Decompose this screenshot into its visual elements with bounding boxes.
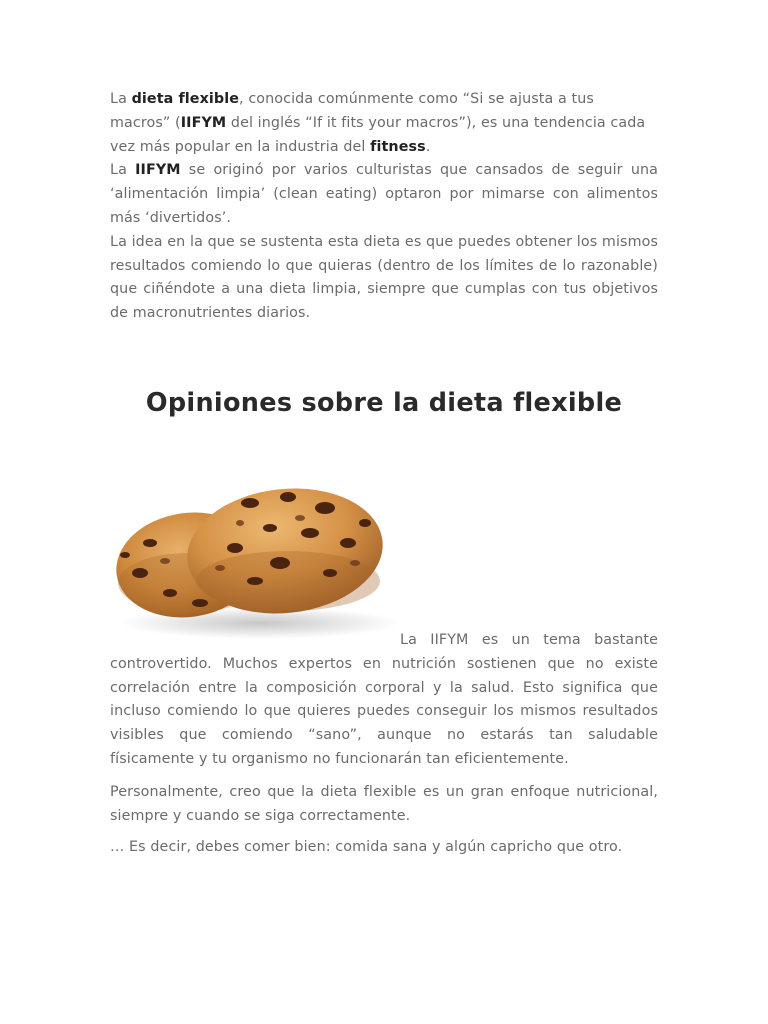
lower-text	[110, 629, 658, 860]
bold-term-iifym: IIFYM	[135, 162, 181, 179]
bold-term-dieta-flexible: dieta flexible	[131, 91, 240, 107]
text-span: , conocida comúnmente como “Si se ajusta a tus macros” (	[110, 91, 594, 131]
text-span: .	[425, 138, 431, 155]
text-span: La	[110, 91, 132, 107]
cookies-illustration	[110, 473, 400, 643]
section-heading: Opiniones sobre la dieta flexible	[145, 388, 623, 418]
cookies-image	[110, 473, 400, 643]
body-paragraph-1: La IIFYM es un tema bastante controvertido. Muchos expertos en nutrición sostienen que no existe correlación entre la composición corporal y la salud. Esto significa que incluso comiendo lo que quieres puedes conseguir los mismos resultados visibles que comiendo “sano”, aunque no estarás tan saludable físicamente y tu organismo no funcionarán tan eficientemente.	[110, 632, 658, 767]
intro-paragraph-1	[110, 88, 658, 159]
body-paragraph-2: Personalmente, creo que la dieta flexible es un gran enfoque nutricional, siempre y cuando se siga correctamente.	[110, 783, 658, 824]
bold-term-fitness: fitness	[370, 138, 426, 155]
document-page	[110, 88, 659, 856]
text-span: del inglés “If it fits your macros”), es una tendencia cada vez más popular en la industria del	[110, 114, 646, 155]
bold-term-iifym: IIFYM	[180, 114, 227, 131]
text-span: se originó por varios culturistas que cansados de seguir una ‘alimentación limpia’ (clean eating) optaron por mimarse con alimentos más ‘divertidos’.	[110, 162, 659, 226]
intro-paragraph-3: La idea en la que se sustenta esta dieta es que puedes obtener los mismos resultados comiendo lo que quieras (dentro de los límites de lo razonable) que ciñéndote a una dieta limpia, siempre que cumplas con tus objetivos de macronutrientes diarios.	[110, 233, 658, 322]
body-paragraph-3: … Es decir, debes comer bien: comida sana y algún capricho que otro.	[110, 839, 623, 856]
text-span: La	[110, 162, 136, 179]
intro-paragraph-2	[110, 159, 658, 230]
